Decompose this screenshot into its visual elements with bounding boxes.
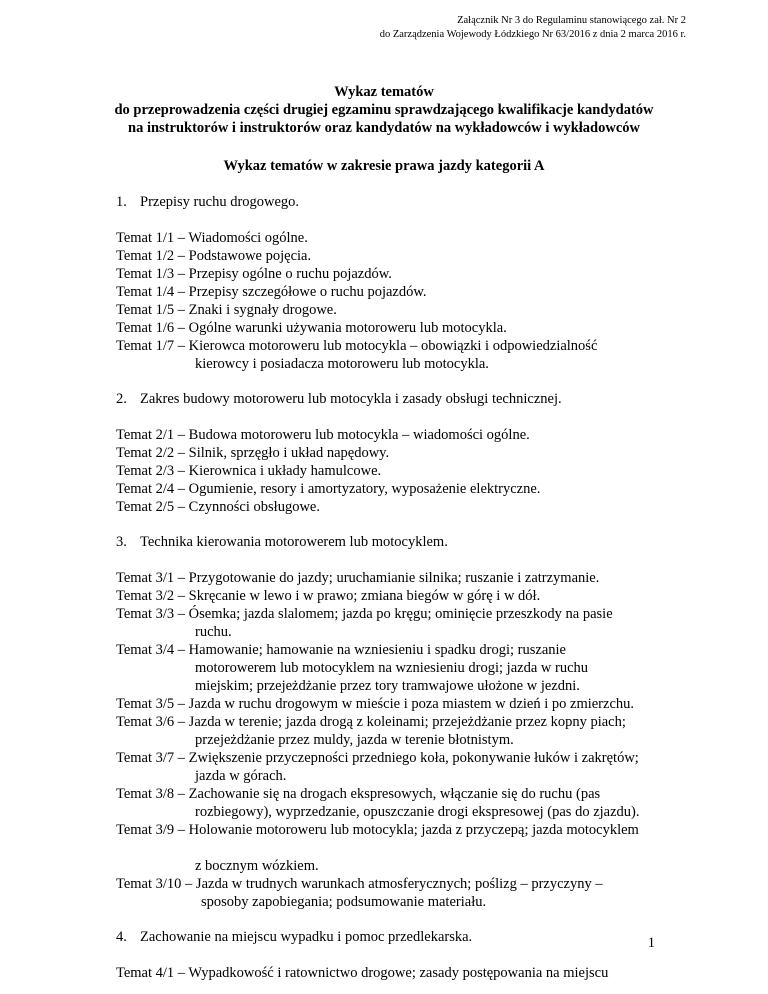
topic-line: Temat 2/1 – Budowa motoroweru lub motocykla – wiadomości ogólne.	[116, 427, 530, 443]
topic-line: Temat 4/1 – Wypadkowość i ratownictwo drogowe; zasady postępowania na miejscu	[116, 965, 609, 981]
section-heading	[116, 390, 562, 408]
topic-line: Temat 1/1 – Wiadomości ogólne.	[116, 230, 308, 246]
topic-line-continuation: sposoby zapobiegania; podsumowanie materiału.	[201, 894, 487, 910]
topic-line-continuation: ruchu.	[195, 624, 232, 640]
document-title	[0, 83, 768, 137]
topic-line: Temat 3/5 – Jazda w ruchu drogowym w mieście i poza miastem w dzień i po zmierzchu.	[116, 696, 635, 712]
topic-line-continuation: jazda w górach.	[195, 768, 287, 784]
section-number: 1.	[116, 194, 127, 210]
header-line-1: Załącznik Nr 3 do Regulaminu stanowiącego zał. Nr 2	[457, 15, 686, 26]
topic-line: Temat 2/5 – Czynności obsługowe.	[116, 499, 320, 515]
topic-line-continuation: rozbiegowy), wyprzedzanie, opuszczanie drogi ekspresowej (pas do zjazdu).	[195, 804, 640, 820]
page-number: 1	[647, 935, 655, 951]
topic-line: Temat 3/6 – Jazda w terenie; jazda drogą z koleinami; przejeżdżanie przez kopny piach;	[116, 714, 626, 730]
topic-line: Temat 2/2 – Silnik, sprzęgło i układ napędowy.	[116, 445, 390, 461]
topic-line: Temat 3/8 – Zachowanie się na drogach ekspresowych, włączanie się do ruchu (pas	[116, 786, 601, 802]
topic-line: Temat 3/10 – Jazda w trudnych warunkach atmosferycznych; poślizg – przyczyny –	[116, 876, 603, 892]
section-title: Zakres budowy motoroweru lub motocykla i zasady obsługi technicznej.	[140, 391, 562, 407]
topic-line: Temat 1/2 – Podstawowe pojęcia.	[116, 248, 312, 264]
section-heading	[116, 928, 472, 946]
topic-line-continuation: z bocznym wózkiem.	[195, 858, 319, 874]
topic-line: Temat 1/5 – Znaki i sygnały drogowe.	[116, 302, 337, 318]
section-heading	[116, 193, 299, 211]
title-line-1: Wykaz tematów	[334, 84, 434, 100]
section-title: Technika kierowania motorowerem lub motocyklem.	[140, 534, 448, 550]
topic-line: Temat 1/4 – Przepisy szczegółowe o ruchu pojazdów.	[116, 284, 427, 300]
topic-line: Temat 1/3 – Przepisy ogólne o ruchu pojazdów.	[116, 266, 392, 282]
title-line-3: na instruktorów i instruktorów oraz kandydatów na wykładowców i wykładowców	[128, 120, 640, 136]
section-number: 2.	[116, 391, 127, 407]
section-title: Zachowanie na miejscu wypadku i pomoc przedlekarska.	[140, 929, 473, 945]
topic-line-continuation: kierowcy i posiadacza motoroweru lub motocykla.	[195, 356, 489, 372]
section-title: Przepisy ruchu drogowego.	[140, 194, 300, 210]
topic-line: Temat 1/6 – Ogólne warunki używania motoroweru lub motocykla.	[116, 320, 507, 336]
section-heading	[116, 533, 448, 551]
topic-line-continuation: miejskim; przejeżdżanie przez tory tramwajowe ułożone w jezdni.	[195, 678, 580, 694]
topic-line-continuation: motorowerem lub motocyklem na wzniesieniu drogi; jazda w ruchu	[195, 660, 589, 676]
section-number: 4.	[116, 929, 127, 945]
header-line-2: do Zarządzenia Wojewody Łódzkiego Nr 63/2016 z dnia 2 marca 2016 r.	[379, 29, 686, 40]
topic-line: Temat 1/7 – Kierowca motoroweru lub motocykla – obowiązki i odpowiedzialność	[116, 338, 598, 354]
topic-line: Temat 3/9 – Holowanie motoroweru lub motocykla; jazda z przyczepą; jazda motocyklem	[116, 822, 639, 838]
topic-line: Temat 3/4 – Hamowanie; hamowanie na wzniesieniu i spadku drogi; ruszanie	[116, 642, 566, 658]
section-number: 3.	[116, 534, 127, 550]
document-subtitle: Wykaz tematów w zakresie prawa jazdy kategorii A	[223, 158, 545, 174]
topic-line-continuation: przejeżdżanie przez muldy, jazda w terenie błotnistym.	[195, 732, 514, 748]
topic-line: Temat 2/3 – Kierownica i układy hamulcowe.	[116, 463, 382, 479]
title-line-2: do przeprowadzenia części drugiej egzaminu sprawdzającego kwalifikacje kandydatów	[114, 102, 654, 118]
document-header	[380, 14, 686, 42]
topic-line: Temat 2/4 – Ogumienie, resory i amortyzatory, wyposażenie elektryczne.	[116, 481, 541, 497]
topic-line: Temat 3/7 – Zwiększenie przyczepności przedniego koła, pokonywanie łuków i zakrętów;	[116, 750, 639, 766]
topic-line: Temat 3/3 – Ósemka; jazda slalomem; jazda po kręgu; ominięcie przeszkody na pasie	[116, 606, 613, 622]
topic-line: Temat 3/2 – Skręcanie w lewo i w prawo; zmiana biegów w górę i w dół.	[116, 588, 541, 604]
topic-line: Temat 3/1 – Przygotowanie do jazdy; uruchamianie silnika; ruszanie i zatrzymanie.	[116, 570, 600, 586]
